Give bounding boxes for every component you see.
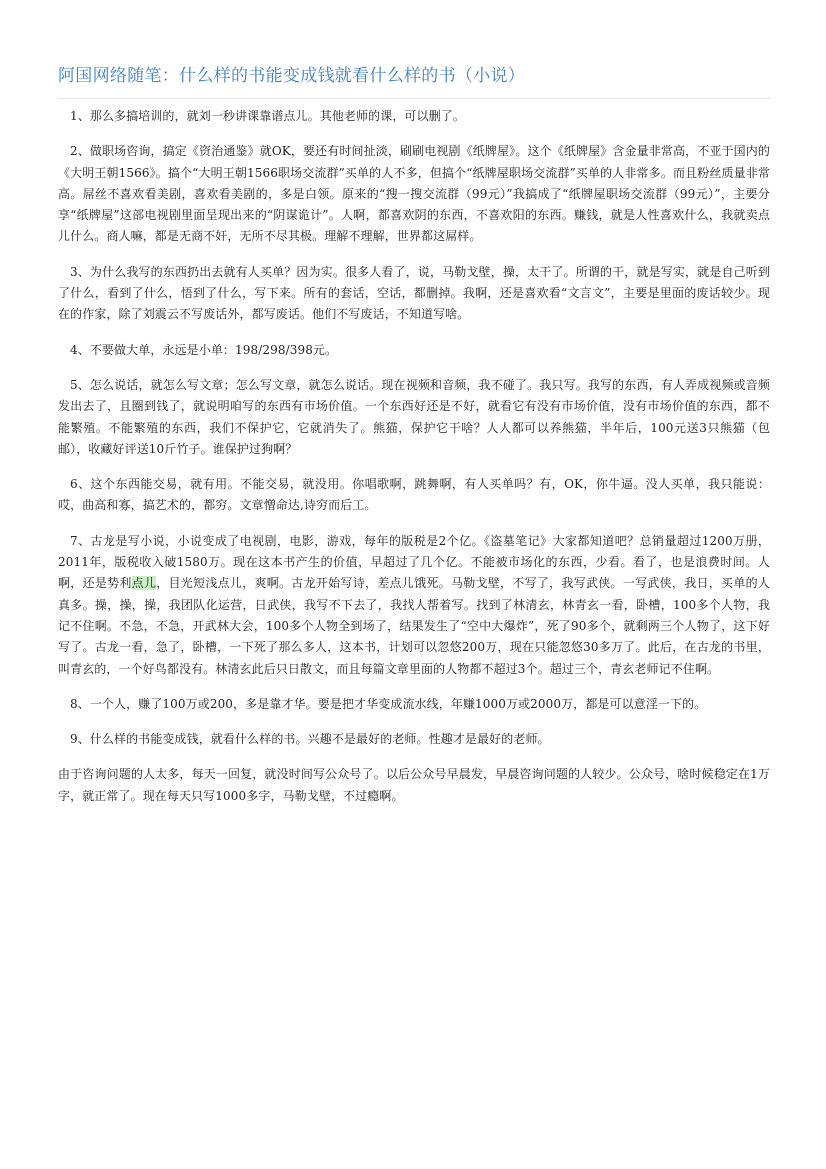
paragraph-5: 5、怎么说话，就怎么写文章；怎么写文章，就怎么说话。现在视频和音频，我不碰了。我只写。我写的东西，有人弄成视频或音频发出去了，且圈到钱了，就说明咱写的东西有市场价值。一个东西好还是不好，就看它有没有市场价值，没有市场价值的东西，都不能繁殖。不能繁殖的东西，我们不保护它，它就消失了。熊猫，保护它干啥？人人都可以养熊猫，半年后，100元送3只熊猫（包邮），收藏好评送10斤竹子。谁保护过狗啊？ <box>58 377 770 456</box>
paragraph-8: 8、一个人，赚了100万或200，多是靠才华。要是把才华变成流水线，年赚1000万或2000万，都是可以意淫一下的。 <box>70 696 707 711</box>
highlighted-text: 点儿 <box>131 576 157 591</box>
paragraph-9: 9、什么样的书能变成钱，就看什么样的书。兴趣不是最好的老师。性趣才是最好的老师。 <box>70 732 550 747</box>
closing-note: 由于咨询问题的人太多，每天一回复，就没时间写公众号了。以后公众号早晨发，早晨咨询问题的人较少。公众号，啥时候稳定在1万字，就正常了。现在每天只写1000多字，马勒戈壁，不过瘾啊。 <box>58 767 770 803</box>
paragraph-3: 3、为什么我写的东西扔出去就有人买单？因为实。很多人看了，说，马勒戈壁，操，太干了。所谓的干，就是写实，就是自己听到了什么，看到了什么，悟到了什么，写下来。所有的套话，空话，都删掉。我啊，还是喜欢看“文言文”，主要是里面的废话较少。现在的作家，除了刘震云不写废话外，都写废话。他们不写废话，不知道写啥。 <box>58 264 770 322</box>
paragraph-7-text-start: 7、古龙是写小说，小说变成了电视剧，电影，游戏，每年的版税是2个亿。《盗墓笔记》大家都知道吧？总销量超过1200万册，2011年，版税收入破1580万。现在这本书产生的价值，早超过了几个亿。不能被市场化的东西，少看。看了，也是浪费时间。人啊，还是势利 <box>58 533 770 591</box>
article <box>58 0 770 807</box>
paragraph-4: 4、不要做大单，永远是小单：198/298/398元。 <box>70 342 338 357</box>
paragraph-2: 2、做职场咨询，搞定《资治通鉴》就OK，要还有时间扯淡，刷刷电视剧《纸牌屋》。这个《纸牌屋》含金量非常高，不亚于国内的《大明王朝1566》。搞个“大明王朝1566职场交流群”买单的人不多，但搞个“纸牌屋职场交流群”买单的人非常多。而且粉丝质量非常高。屌丝不喜欢看美剧，喜欢看美剧的，多是白领。原来的“搜一搜交流群（99元）”我搞成了“纸牌屋职场交流群（99元）”，主要分享“纸牌屋”这部电视剧里面呈现出来的“阴谋诡计”。人啊，都喜欢阴的东西，不喜欢阳的东西。赚钱，就是人性喜欢什么，我就卖点儿什么。商人嘛，都是无商不奸，无所不尽其极。理解不理解，世界都这屌样。 <box>58 144 770 244</box>
paragraph-6: 6、这个东西能交易，就有用。不能交易，就没用。你唱歌啊，跳舞啊，有人买单吗？有，OK，你牛逼。没人买单，我只能说：哎，曲高和寡，搞艺术的，都穷。文章憎命达,诗穷而后工。 <box>58 477 770 513</box>
paragraph-7 <box>58 531 770 680</box>
paragraph-7-text-end: ，目光短浅点儿，爽啊。古龙开始写诗，差点儿饿死。马勒戈壁，不写了，我写武侠。一写武侠，我日，买单的人真多。操，操，操，我团队化运营，日武侠，我写不下去了，我找人帮着写。找到了林清玄，林青玄一看，卧槽，100多个人物，我记不住啊。不急，不急，开武林大会，100多个人物全到场了，结果发生了“空中大爆炸”，死了90多个，就剩两三个人物了，这下好写了。古龙一看，急了，卧槽，一下死了那么多人，这本书，计划可以忽悠200万，现在只能忽悠30多万了。此后，在古龙的书里，叫青玄的，一个好鸟都没有。林清玄此后只日散文，而且每篇文章里面的人物都不超过3个。超过三个，青玄老师记不住啊。 <box>58 576 770 676</box>
page-title: 阿国网络随笔：什么样的书能变成钱就看什么样的书（小说） <box>58 66 526 86</box>
paragraph-1: 1、那么多搞培训的，就刘一秒讲课靠谱点儿。其他老师的课，可以删了。 <box>70 109 465 123</box>
title-divider <box>58 98 770 99</box>
